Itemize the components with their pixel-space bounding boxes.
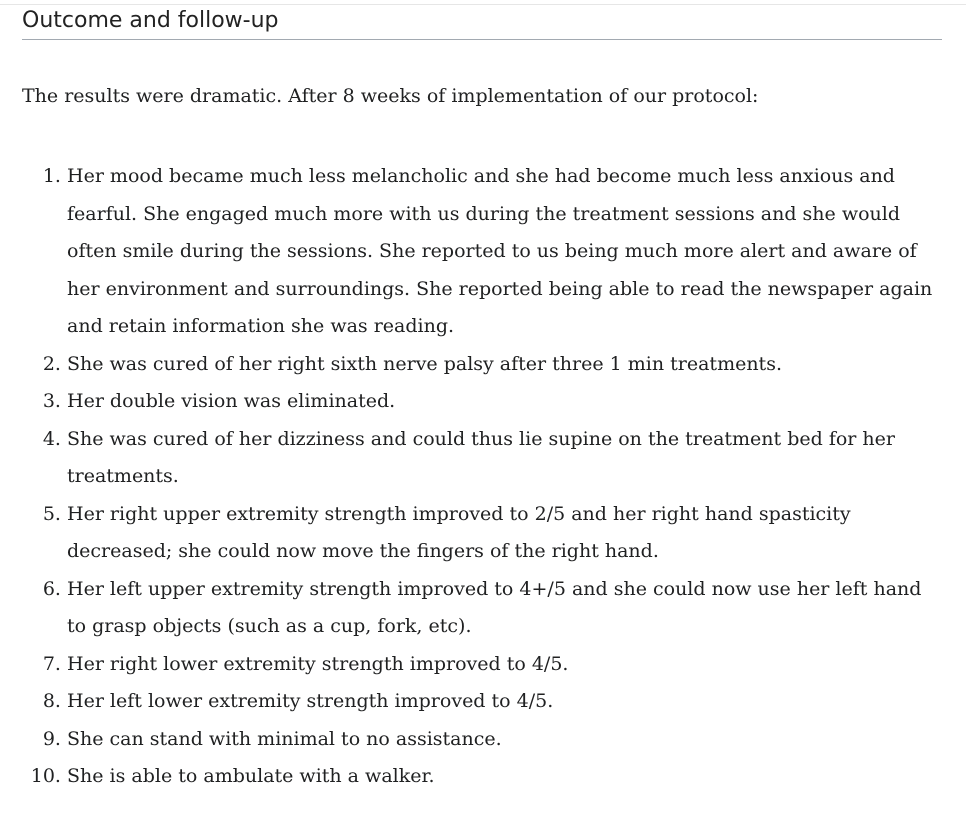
list-item: 1. Her mood became much less melancholic and she had become much less anxious and fearful. She engaged much more with us during the treatment sessions and she would often smile during the sessions. She reported to us being much more alert and aware of her environment and surroundings. She reported being able to read the newspaper again and retain information she was reading. [67,158,942,346]
list-item: 10. She is able to ambulate with a walker. [67,758,942,796]
outcome-list [22,158,942,796]
list-item: 8. Her left lower extremity strength improved to 4/5. [67,683,942,721]
list-item: 3. Her double vision was eliminated. [67,383,942,421]
list-item: 4. She was cured of her dizziness and could thus lie supine on the treatment bed for her treatments. [67,421,942,496]
section-heading: Outcome and follow-up [22,6,942,40]
intro-paragraph: The results were dramatic. After 8 weeks of implementation of our protocol: [22,85,759,107]
list-item: 6. Her left upper extremity strength improved to 4+/5 and she could now use her left hand to grasp objects (such as a cup, fork, etc). [67,571,942,646]
outcome-section [22,6,942,796]
list-item: 7. Her right lower extremity strength improved to 4/5. [67,646,942,684]
list-item: 2. She was cured of her right sixth nerve palsy after three 1 min treatments. [67,346,942,384]
list-item: 9. She can stand with minimal to no assistance. [67,721,942,759]
list-item: 5. Her right upper extremity strength improved to 2/5 and her right hand spasticity decreased; she could now move the fingers of the right hand. [67,496,942,571]
top-divider [0,4,966,5]
